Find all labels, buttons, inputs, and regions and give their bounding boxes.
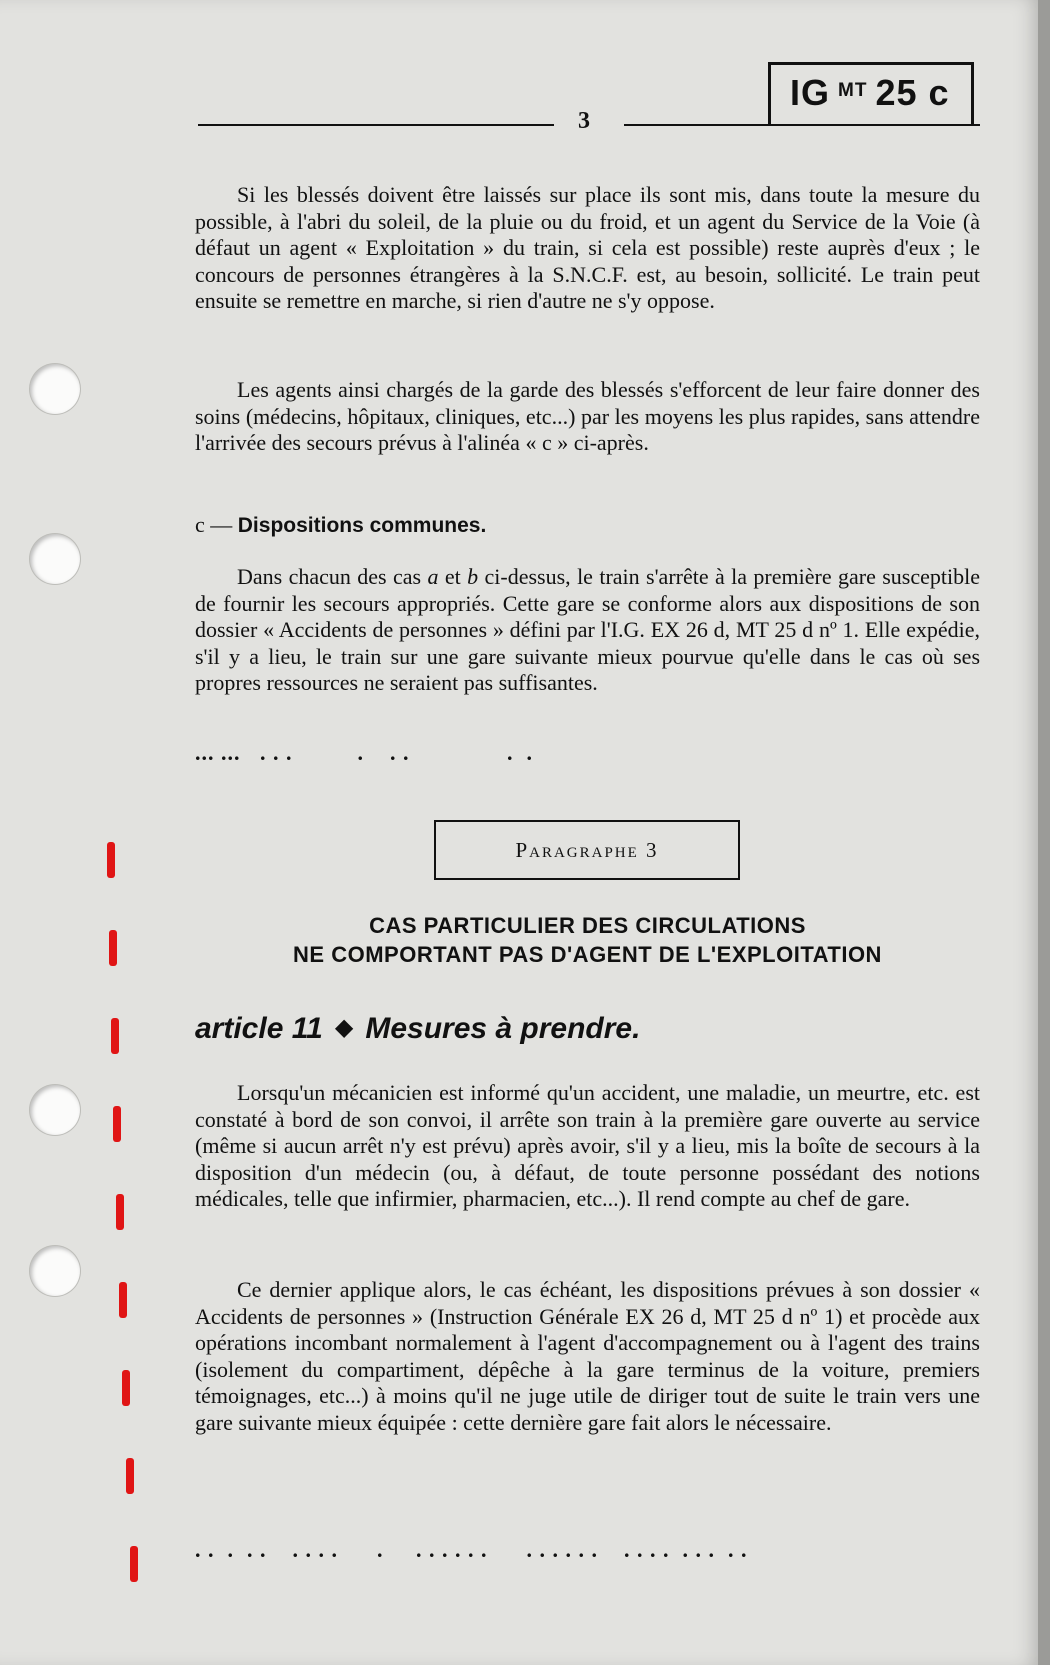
paragraph-box: Paragraphe 3 xyxy=(434,820,740,880)
paragraph-agents: Les agents ainsi chargés de la garde des blessés s'efforcent de leur faire donner des soins (médecins, hôpitaux, cliniques, etc...) par les moyens les plus rapides, sans attendre l'arrivée des secours prévus à l'alinéa « c » ci-après. xyxy=(195,377,980,455)
paragraph-dispositions: Dans chacun des cas a et b ci-dessus, le train s'arrête à la première gare susceptible de fournir les secours appropriés. Cette gare se conforme alors aux dispositions de son dossier « Accidents de personnes » défini par l'I.G. EX 26 d, MT 25 d nº 1. Elle expédie, s'il y a lieu, le train sur une gare suivante mieux pourvue qu'elle dans le cas où ses propres ressources ne seraient pas suffisantes. xyxy=(195,564,980,695)
subsection-heading: c — Dispositions communes. xyxy=(195,512,487,537)
margin-mark xyxy=(107,842,115,878)
page-edge xyxy=(1038,0,1050,1665)
binder-hole xyxy=(30,534,80,584)
binder-hole xyxy=(30,1246,80,1296)
header-rule-right xyxy=(624,124,980,126)
section-title-line-1: CAS PARTICULIER DES CIRCULATIONS xyxy=(369,913,806,938)
ellipsis-row: ... ... . . . . . . . . xyxy=(195,740,533,765)
document-reference: IG $^{MT}$ 25 c xyxy=(790,72,950,113)
diamond-icon: ◆ xyxy=(334,1014,354,1041)
header-rule-left xyxy=(198,124,554,126)
binder-hole xyxy=(30,364,80,414)
margin-mark xyxy=(122,1370,130,1406)
margin-mark xyxy=(130,1546,138,1582)
margin-mark xyxy=(109,930,117,966)
paragraph-chef-de-gare: Ce dernier applique alors, le cas échéant, les dispositions prévues à son dossier « Accidents de personnes » (Instruction Générale EX 26 d, MT 25 d nº 1) et procède aux opérations incombant normalement à l'agent d'accompagnement ou à l'agent des trains (isolement du compartiment, dépêche à la gare terminus de la voiture, premiers témoignages, etc...) à moins qu'il ne juge utile de diriger tout de suite le train vers une gare suivante mieux équipée : cette dernière gare fait alors le nécessaire. xyxy=(195,1277,980,1435)
margin-mark xyxy=(116,1194,124,1230)
page-number: 3 xyxy=(578,108,590,134)
binder-hole xyxy=(30,1085,80,1135)
margin-mark xyxy=(119,1282,127,1318)
margin-mark xyxy=(113,1106,121,1142)
margin-mark xyxy=(126,1458,134,1494)
paragraph-blesses: Si les blessés doivent être laissés sur place ils sont mis, dans toute la mesure du possible, à l'abri du soleil, de la pluie ou du froid, et un agent du Service de la Voie (à défaut un agent « Exploitation » du train, si cela est possible) reste auprès d'eux ; le concours de personnes étrangères à la S.N.C.F. est, au besoin, sollicité. Le train peut ensuite se remettre en marche, si rien d'autre ne s'y oppose. xyxy=(195,182,980,313)
paragraph-mecanicien: Lorsqu'un mécanicien est informé qu'un accident, une maladie, un meurtre, etc. est constaté à bord de son convoi, il arrête son train à la première gare ouverte au service (même si aucun arrêt n'y est prévu) après avoir, s'il y a lieu, mis la boîte de secours à la disposition d'un médecin (ou, à défaut, de toute personne possédant des notions médicales, telle que infirmier, pharmacien, etc...). Il rend compte au chef de gare. xyxy=(195,1080,980,1211)
article-heading: article 11 ◆ Mesures à prendre. xyxy=(195,1012,641,1045)
section-title-line-2: NE COMPORTANT PAS D'AGENT DE L'EXPLOITATION xyxy=(293,942,882,967)
ellipsis-row: . . . . . . . . . . . . . . . . . . . . . . . . . . . . . . . xyxy=(195,1537,748,1562)
margin-mark xyxy=(111,1018,119,1054)
